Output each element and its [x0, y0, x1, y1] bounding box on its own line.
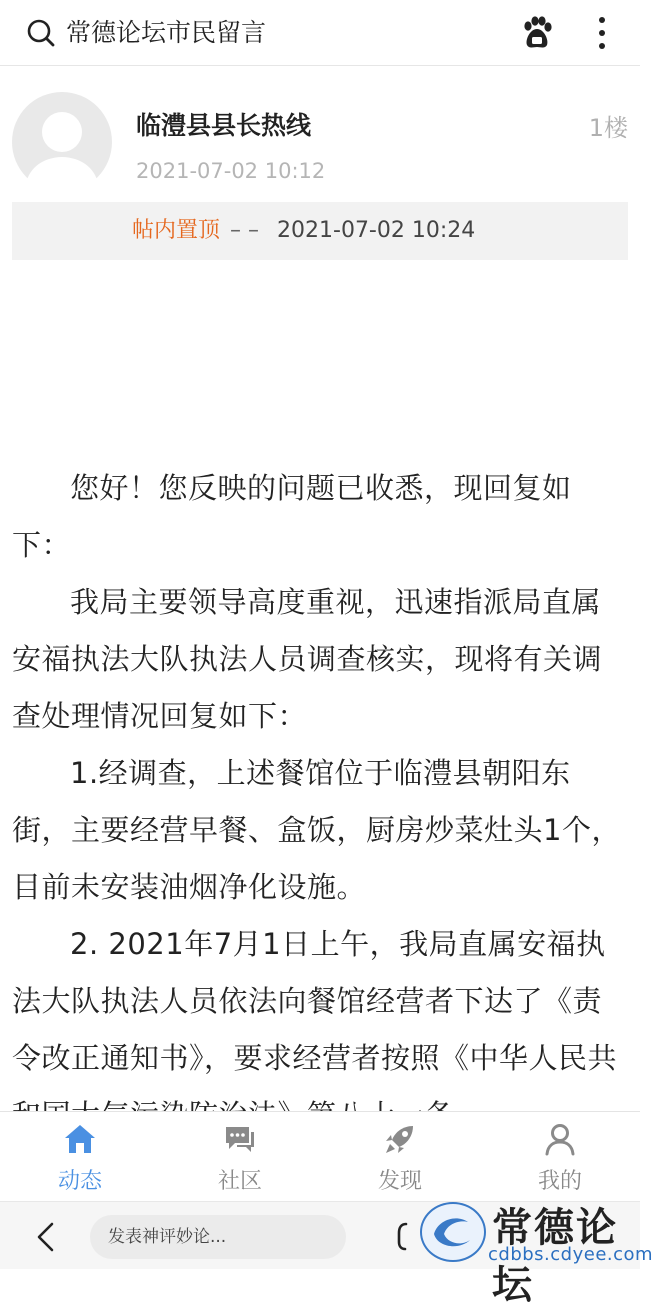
logo-circle-icon [420, 1202, 486, 1262]
default-avatar-icon [12, 92, 112, 192]
rocket-icon [383, 1122, 417, 1156]
content-paragraph: 我局主要领导高度重视，迅速指派局直属安福执法大队执法人员调查核实，现将有关调查处理情况回复如下： [12, 585, 603, 733]
top-bar [0, 0, 640, 66]
tab-community[interactable] [160, 1112, 320, 1202]
home-icon [63, 1122, 97, 1156]
tab-mine[interactable] [480, 1112, 640, 1202]
post-content [12, 460, 628, 1111]
watermark-name: 常德论坛 [492, 1204, 618, 1308]
pin-time: 2021-07-02 10:24 [277, 218, 476, 243]
tab-label: 动态 [57, 1169, 102, 1194]
floor-number: 1楼 [588, 114, 628, 142]
baidu-paw-icon[interactable] [520, 16, 554, 50]
author-name[interactable]: 临澧县县长热线 [136, 111, 312, 140]
post-time: 2021-07-02 10:12 [136, 159, 326, 183]
user-icon [543, 1122, 577, 1156]
avatar[interactable] [12, 92, 112, 192]
tab-dynamic[interactable] [0, 1112, 160, 1202]
tab-label: 社区 [217, 1169, 262, 1194]
pinned-bar[interactable] [12, 202, 628, 260]
page-title[interactable]: 常德论坛市民留言 [66, 18, 267, 47]
tab-discover[interactable] [320, 1112, 480, 1202]
search-icon[interactable] [26, 18, 56, 48]
content-paragraph: 1.经调查，上述餐馆位于临澧县朝阳东街，主要经营早餐、盒饭，厨房炒菜灶头1个，目前未安装油烟净化设施。 [12, 756, 621, 904]
watermark-logo [410, 1196, 653, 1308]
tab-label: 我的 [537, 1169, 582, 1194]
content-paragraph: 2. 2021年7月1日上午，我局直属安福执法大队执法人员依法向餐馆经营者下达了《责令改正通知书》，要求经营者按照《中华人民共 [12, 927, 618, 1075]
pin-dash: – – [230, 218, 260, 243]
pin-label: 帖内置顶 [132, 218, 221, 243]
tab-label: 发现 [377, 1169, 422, 1194]
chat-icon [223, 1122, 257, 1156]
watermark-url: cdbbs.cdyee.com [488, 1244, 653, 1265]
content-paragraph: 您好！您反映的问题已收悉，现回复如下： [12, 471, 572, 562]
comment-input[interactable] [90, 1215, 346, 1259]
back-chevron-icon[interactable] [34, 1221, 58, 1253]
more-options-icon[interactable] [590, 14, 614, 52]
logo-mark-icon [422, 1204, 484, 1260]
bottom-tab-bar [0, 1111, 640, 1201]
